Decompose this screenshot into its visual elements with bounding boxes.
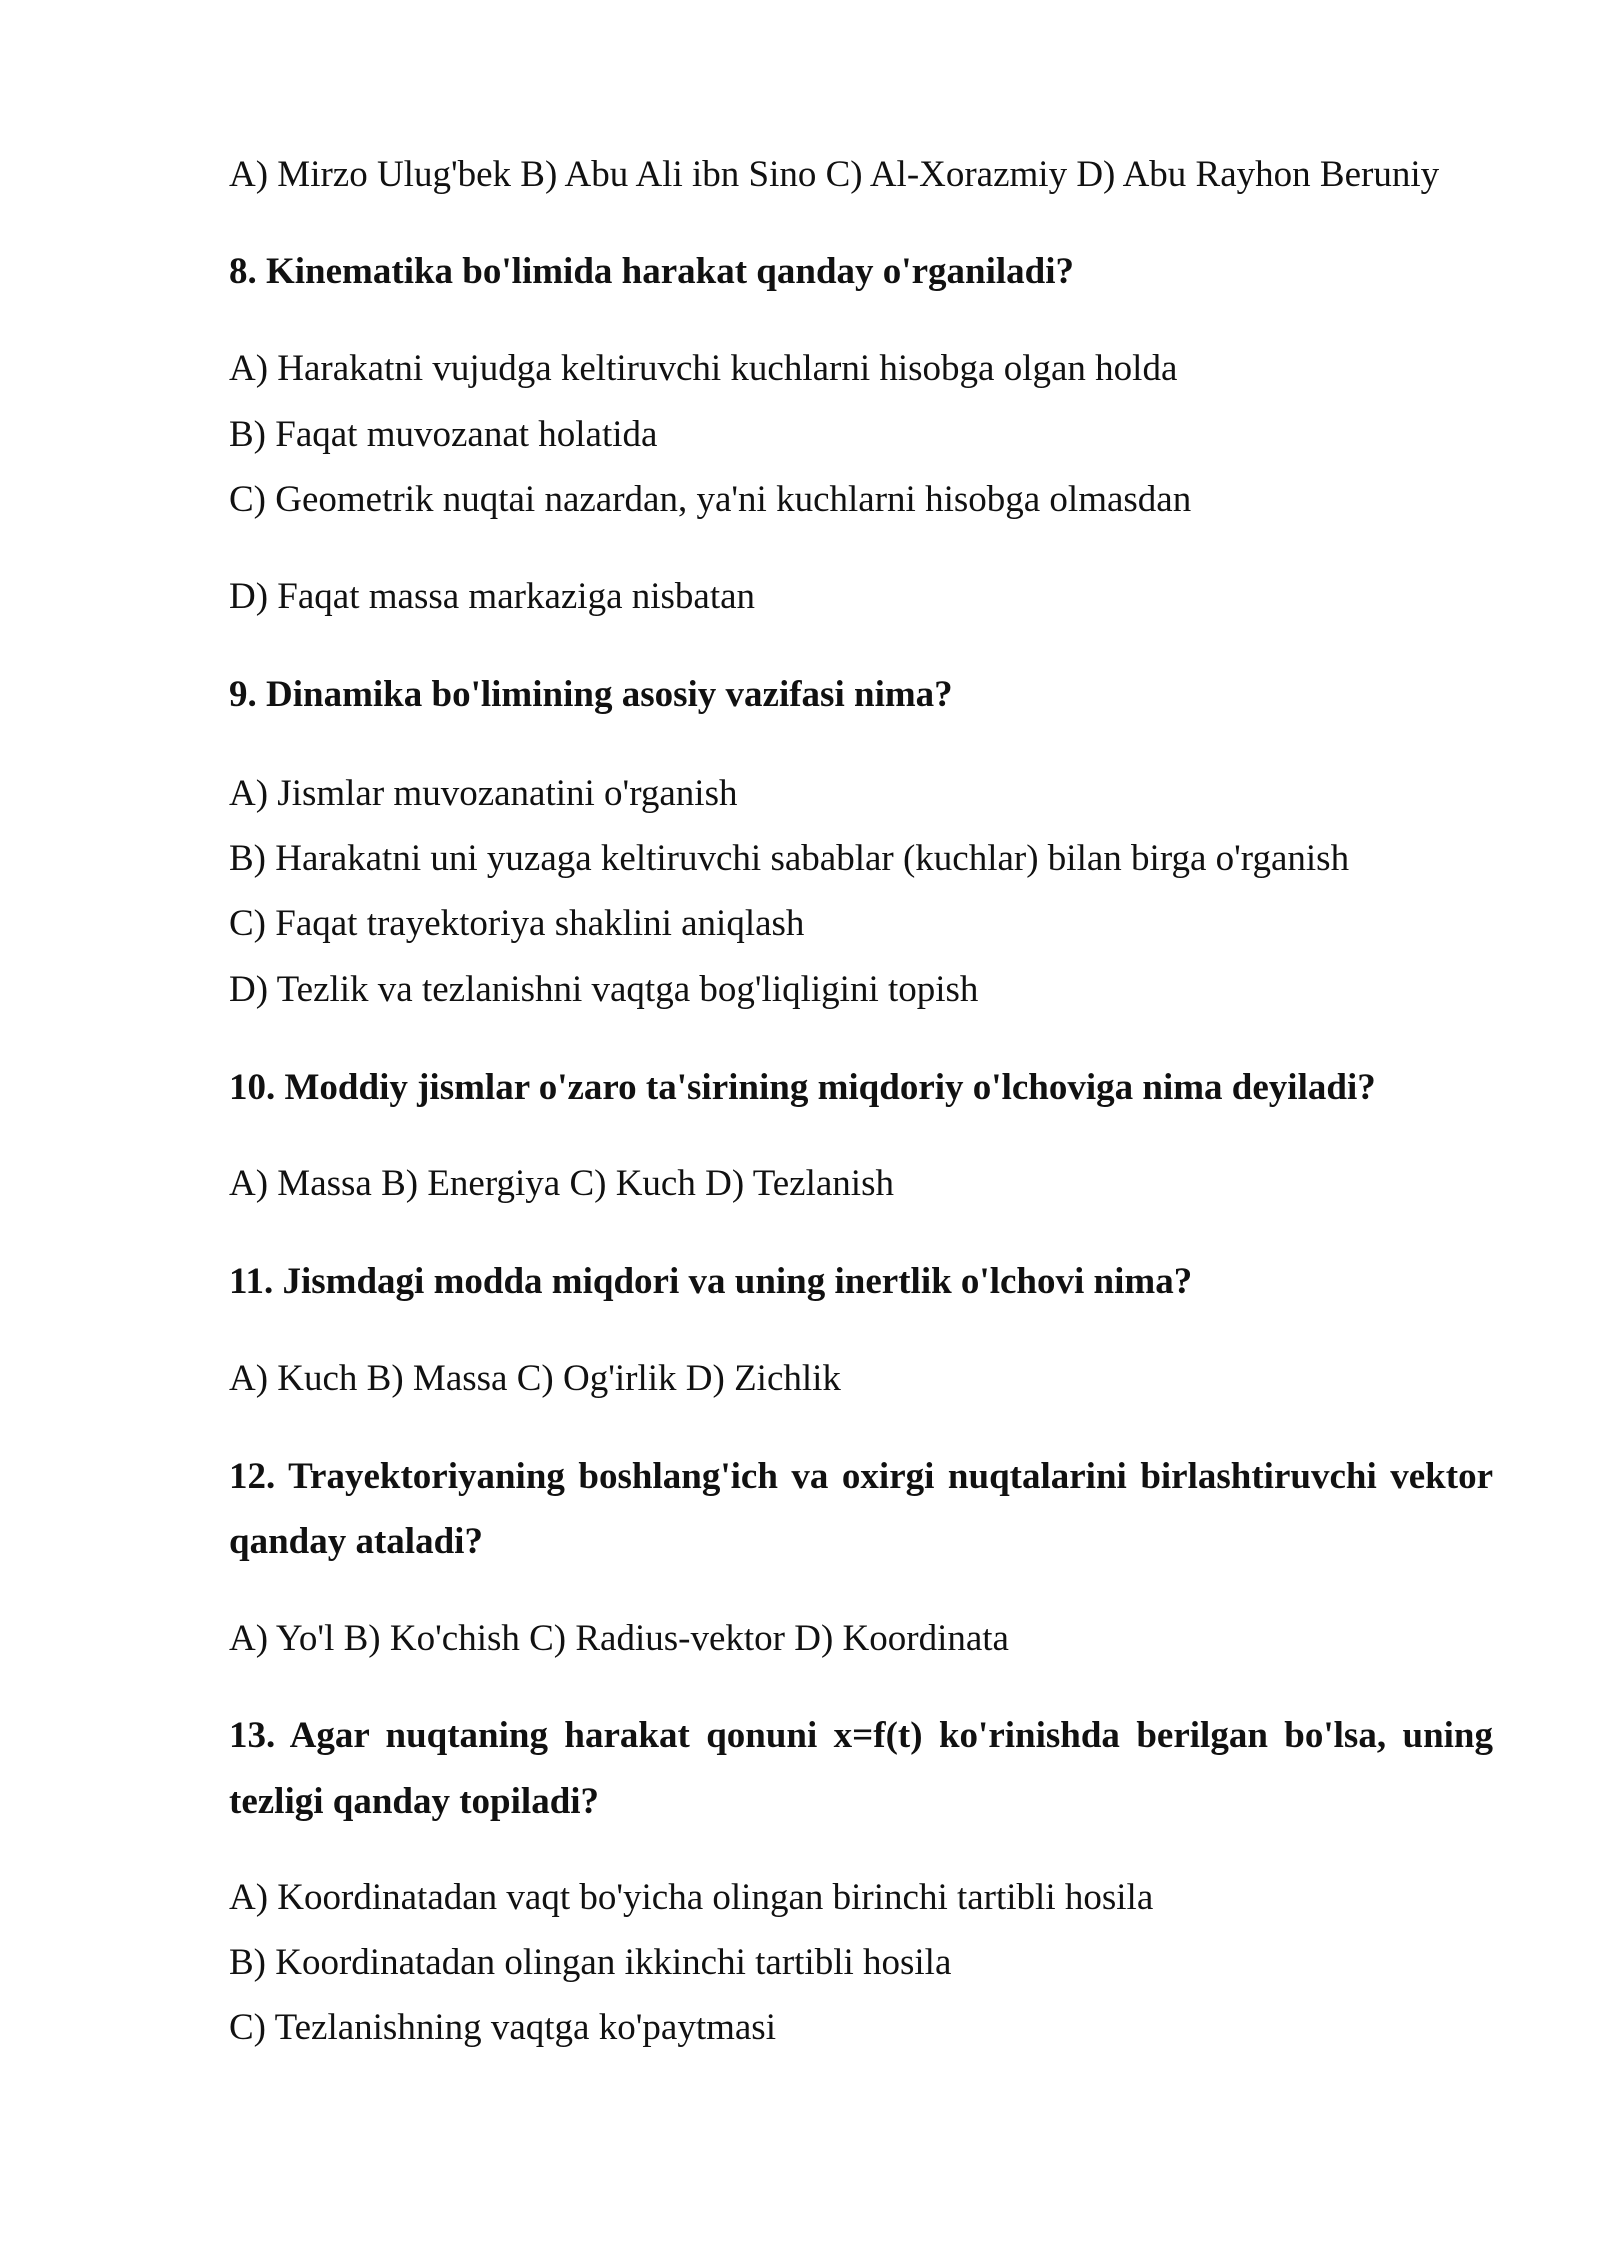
q8-option-c: C) Geometrik nuqtai nazardan, ya'ni kuchlarni hisobga olmasdan [229,479,1192,520]
q13-question-line-2: tezligi qanday topiladi? [229,1781,600,1822]
q12-options: A) Yo'l B) Ko'chish C) Radius-vektor D) Koordinata [229,1618,1009,1659]
q10-options: A) Massa B) Energiya C) Kuch D) Tezlanish [229,1163,894,1204]
q8-option-b: B) Faqat muvozanat holatida [229,414,658,455]
q7-options: A) Mirzo Ulug'bek B) Abu Ali ibn Sino C) Al-Xorazmiy D) Abu Rayhon Beruniy [229,154,1440,195]
q8-option-a: A) Harakatni vujudga keltiruvchi kuchlarni hisobga olgan holda [229,348,1178,389]
q12-question-line-1: 12. Trayektoriyaning boshlang'ich va oxirgi nuqtalarini birlashtiruvchi vektor [229,1456,1493,1497]
q9-option-d: D) Tezlik va tezlanishni vaqtga bog'liqligini topish [229,969,979,1010]
q9-option-a: A) Jismlar muvozanatini o'rganish [229,773,738,814]
q11-options: A) Kuch B) Massa C) Og'irlik D) Zichlik [229,1358,841,1399]
q8-question: 8. Kinematika bo'limida harakat qanday o'rganiladi? [229,251,1074,292]
q9-option-b: B) Harakatni uni yuzaga keltiruvchi sabablar (kuchlar) bilan birga o'rganish [229,838,1350,879]
q13-option-a: A) Koordinatadan vaqt bo'yicha olingan birinchi tartibli hosila [229,1877,1154,1918]
q10-question: 10. Moddiy jismlar o'zaro ta'sirining miqdoriy o'lchoviga nima deyiladi? [229,1067,1376,1108]
q11-question: 11. Jismdagi modda miqdori va uning inertlik o'lchovi nima? [229,1261,1193,1302]
q8-option-d: D) Faqat massa markaziga nisbatan [229,576,756,617]
q13-option-b: B) Koordinatadan olingan ikkinchi tartibli hosila [229,1942,952,1983]
q12-question-line-2: qanday ataladi? [229,1521,483,1562]
q9-option-c: C) Faqat trayektoriya shaklini aniqlash [229,903,805,944]
q13-option-c: C) Tezlanishning vaqtga ko'paytmasi [229,2007,776,2048]
q13-question-line-1: 13. Agar nuqtaning harakat qonuni x=f(t) ko'rinishda berilgan bo'lsa, uning [229,1715,1493,1756]
q9-question: 9. Dinamika bo'limining asosiy vazifasi nima? [229,674,953,715]
